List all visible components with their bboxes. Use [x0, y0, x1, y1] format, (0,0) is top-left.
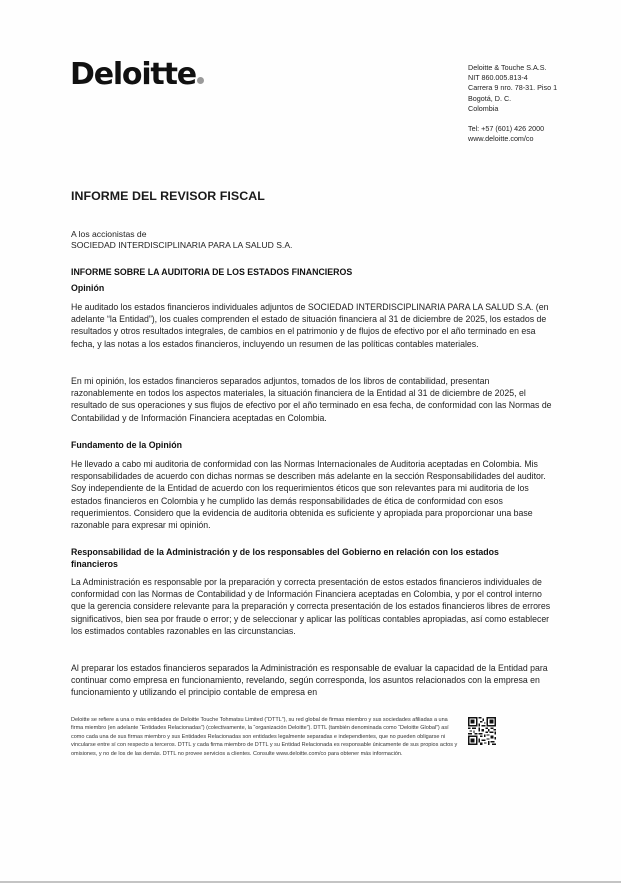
opinion-paragraph-1: He auditado los estados financieros individuales adjuntos de SOCIEDAD INTERDISCIPLINARIA PARA LA SALUD S.A. (en adelante “la Entidad”), los cuales comprenden el estado de situación financiera al 31 de diciembre de 2025, los estados de resultados y otros resultados integrales, de cambios en el patrimonio y de flujos de efectivo por el año terminado en esa fecha, y las notas a los estados financieros, incluyendo un resumen de las políticas contables materiales. [71, 302, 549, 349]
address-line: Deloitte & Touche S.A.S. [468, 63, 547, 72]
spacer [468, 114, 557, 124]
footer-disclaimer: Deloitte se refiere a una o más entidades de Deloitte Touche Tohmatsu Limited (“DTTL”), su red global de firmas miembro y sus sociedades afiliadas a una firma miembro (en adelante “Entidades Relacionadas”) (colectivamente, la “organización Deloitte”). DTTL (también denominada como “Deloitte Global”) así como cada una de sus firmas miembro y sus Entidades Relacionadas son entidades legalmente separadas e independientes, que no pueden obligarse ni vincularse entre sí con respecto a terceros. DTTL y cada firma miembro de DTTL y su Entidad Relacionada es responsable únicamente de sus propios actos y omisiones, y no de los de las demás. DTTL no provee servicios a clientes. Consulte www.deloitte.com/co para obtener más información. [71, 717, 458, 757]
addressee-block [71, 229, 292, 252]
opinion-heading: Opinión [71, 283, 105, 293]
logo-dot-icon [197, 77, 204, 84]
address-line: NIT 860.005.813-4 [468, 73, 528, 83]
report-title: INFORME DEL REVISOR FISCAL [71, 189, 265, 203]
section-heading: INFORME SOBRE LA AUDITORIA DE LOS ESTADOS FINANCIEROS [71, 267, 353, 277]
deloitte-logo [70, 57, 204, 92]
phone-line: Tel: +57 (601) 426 2000 [468, 124, 545, 134]
qr-code-icon [468, 717, 496, 745]
address-line: Colombia [468, 103, 499, 113]
management-heading: Responsabilidad de la Administración y de los responsables del Gobierno en relación con los estados financieros [71, 547, 499, 570]
basis-heading: Fundamento de la Opinión [71, 440, 182, 450]
opinion-paragraph-2: En mi opinión, los estados financieros separados adjuntos, tomados de los libros de contabilidad, presentan razonablemente en todos los aspectos materiales, la situación financiera de la Entidad al 31 de diciembre de 2025, el resultado de sus operaciones y sus flujos de efectivo por el año terminado en esa fecha, de conformidad con las Normas de Contabilidad y de Información Financiera aceptadas en Colombia. [71, 376, 552, 423]
address-line: Carrera 9 nro. 78-31. Piso 1 [468, 83, 558, 93]
management-paragraph-2: Al preparar los estados financieros separados la Administración es responsable de evaluar la capacidad de la Entidad para continuar como empresa en funcionamiento, revelando, según corresponda, los asuntos relacionados con la empresa en funcionamiento y utilizando el principio contable de empresa en [71, 663, 548, 698]
addressee-company: SOCIEDAD INTERDISCIPLINARIA PARA LA SALUD S.A. [71, 240, 293, 251]
address-line: Bogotá, D. C. [468, 93, 512, 103]
logo-text: Deloitte [70, 57, 196, 92]
website-link[interactable]: www.deloitte.com/co [468, 134, 534, 144]
company-address-block [468, 63, 557, 144]
basis-paragraph: He llevado a cabo mi auditoria de conformidad con las Normas Internacionales de Auditoria aceptadas en Colombia. Mis responsabilidades de acuerdo con dichas normas se describen más adelante en la sección Responsabilidades del auditor. Soy independiente de la Entidad de acuerdo con los requerimientos éticos que son relevantes para mi auditoria de los estados financieros en Colombia y he cumplido las demás responsabilidades de ética de conformidad con esos requerimientos. Considero que la evidencia de auditoria obtenida es suficiente y apropiada para proporcionar una base razonable para expresar mi opinión. [71, 459, 546, 531]
addressee-line: A los accionistas de [71, 229, 147, 239]
management-paragraph-1: La Administración es responsable por la preparación y correcta presentación de estos estados financieros individuales de conformidad con las Normas de Contabilidad y de Información Financiera aceptadas en Colombia, y por el control interno que la gerencia considere relevante para la preparación y correcta presentación de los estados financieros libres de errores significativos, bien sea por fraude o error; y de seleccionar y aplicar las políticas contables apropiadas, así como establecer los estimados contables razonables en las circunstancias. [71, 577, 551, 636]
